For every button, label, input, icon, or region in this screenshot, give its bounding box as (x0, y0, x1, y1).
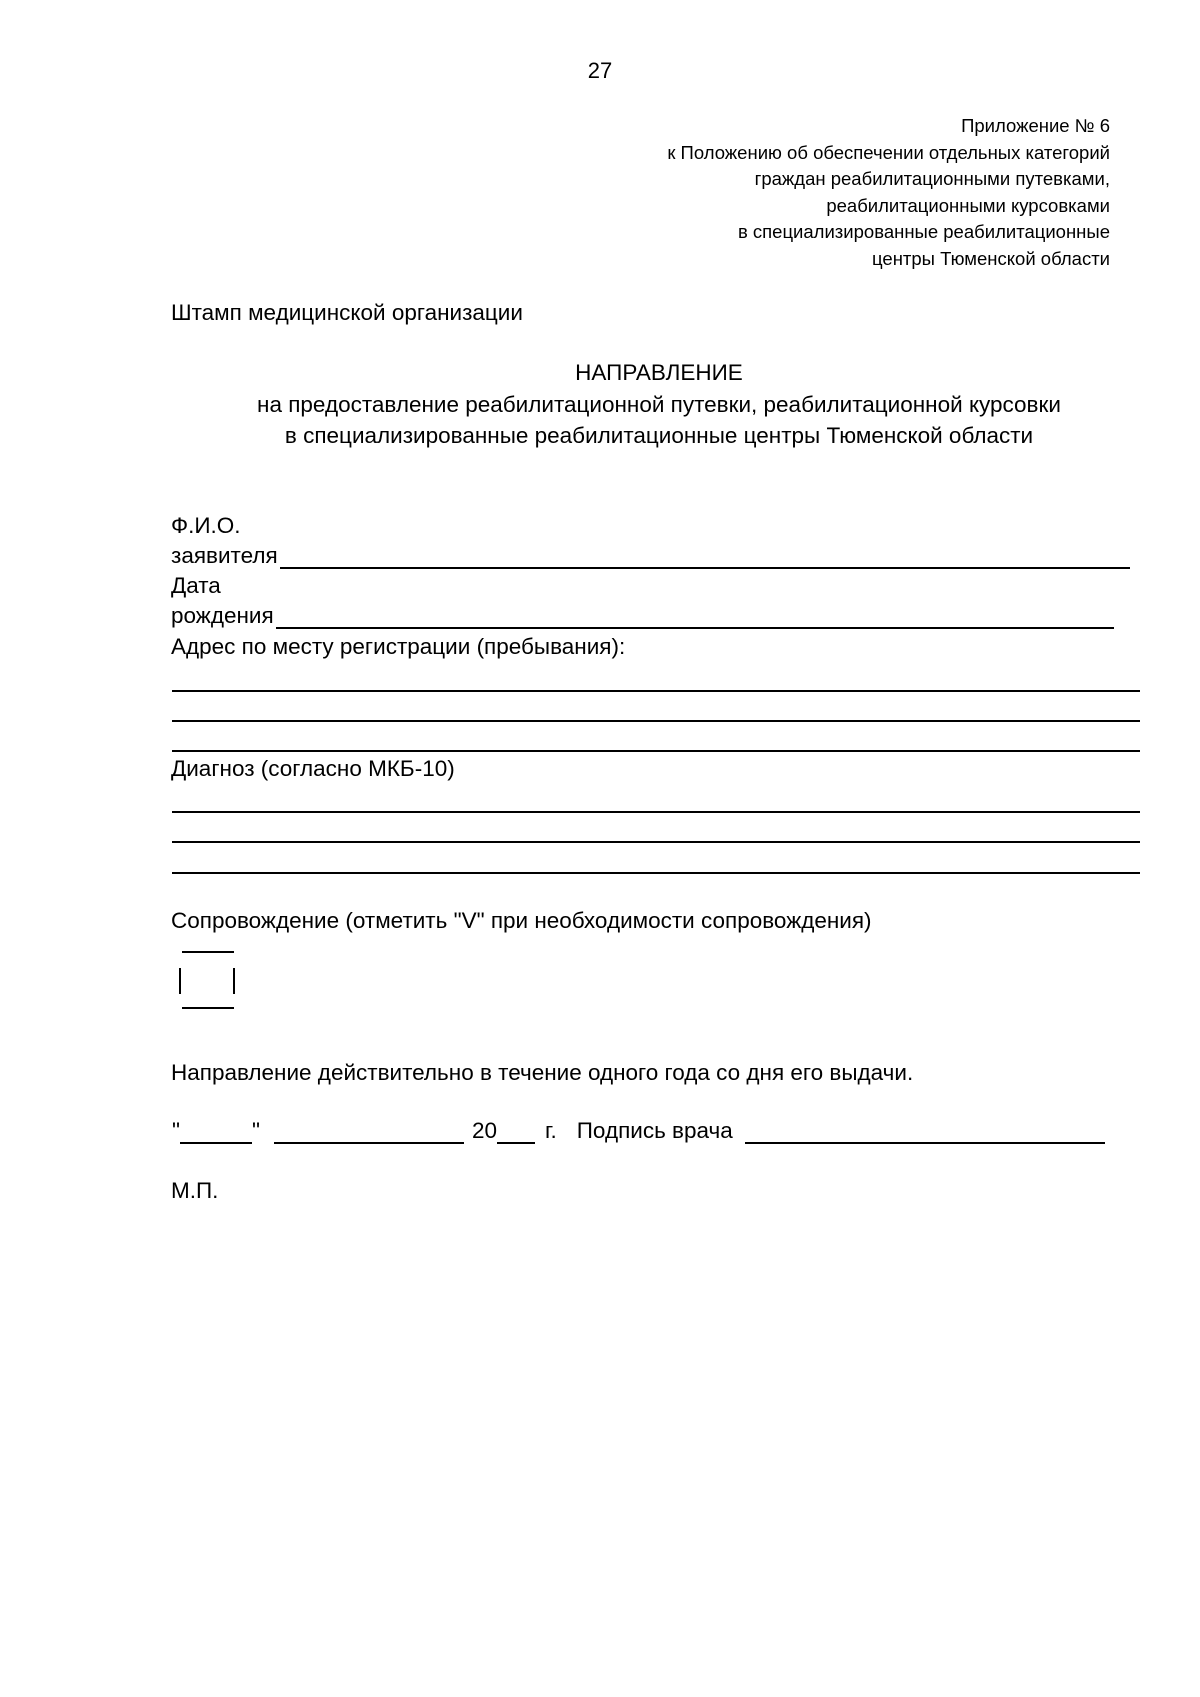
birth-date-label: Дата (171, 573, 221, 598)
appendix-line: реабилитационными курсовками (826, 194, 1110, 216)
appendix-line: Приложение № 6 (961, 115, 1110, 136)
escort-checkbox[interactable] (178, 950, 236, 1010)
document-subtitle-line-1: на предоставление реабилитационной путевки, реабилитационной курсовки (257, 392, 1061, 417)
appendix-line: центры Тюменской области (872, 247, 1110, 269)
diagnosis-line[interactable] (172, 811, 1140, 813)
stamp-label: Штамп медицинской организации (171, 300, 523, 325)
applicant-name-label: заявителя (171, 543, 278, 568)
appendix-line: в специализированные реабилитационные (737, 221, 1110, 242)
month-blank[interactable] (274, 1124, 464, 1144)
appendix-line: граждан реабилитационными путевками, (754, 168, 1110, 189)
birth-date-field[interactable] (171, 603, 1114, 629)
date-signature-row (172, 1118, 1105, 1144)
escort-label: Сопровождение (отметить "V" при необходимости сопровождения) (171, 908, 872, 933)
fio-label: Ф.И.О. (171, 513, 241, 538)
document-title: НАПРАВЛЕНИЕ (575, 360, 743, 385)
diagnosis-label: Диагноз (согласно МКБ-10) (171, 756, 455, 781)
applicant-name-line[interactable] (280, 547, 1130, 569)
year-blank[interactable] (497, 1124, 535, 1144)
doctor-signature-label: Подпись врача (576, 1118, 733, 1143)
year-suffix: г. (545, 1118, 557, 1143)
diagnosis-line[interactable] (172, 841, 1140, 843)
diagnosis-line[interactable] (172, 872, 1140, 874)
seal-label: М.П. (171, 1178, 219, 1203)
quote-close: " (252, 1118, 260, 1143)
appendix-header (410, 113, 1110, 272)
appendix-line: к Положению об обеспечении отдельных категорий (667, 141, 1110, 163)
address-line[interactable] (172, 720, 1140, 722)
doctor-signature-blank[interactable] (745, 1124, 1105, 1144)
applicant-name-field[interactable] (171, 543, 1130, 569)
address-line[interactable] (172, 690, 1140, 692)
quote-open: " (172, 1118, 180, 1143)
birth-date-line[interactable] (276, 607, 1114, 629)
document-subtitle-line-2: в специализированные реабилитационные центры Тюменской области (284, 423, 1034, 448)
birth-date-label-word: рождения (171, 603, 274, 628)
day-blank[interactable] (180, 1124, 252, 1144)
validity-note: Направление действительно в течение одного года со дня его выдачи. (171, 1060, 914, 1085)
page-number: 27 (587, 58, 613, 83)
address-line[interactable] (172, 750, 1140, 752)
year-prefix: 20 (472, 1118, 498, 1143)
address-label: Адрес по месту регистрации (пребывания): (171, 634, 626, 659)
